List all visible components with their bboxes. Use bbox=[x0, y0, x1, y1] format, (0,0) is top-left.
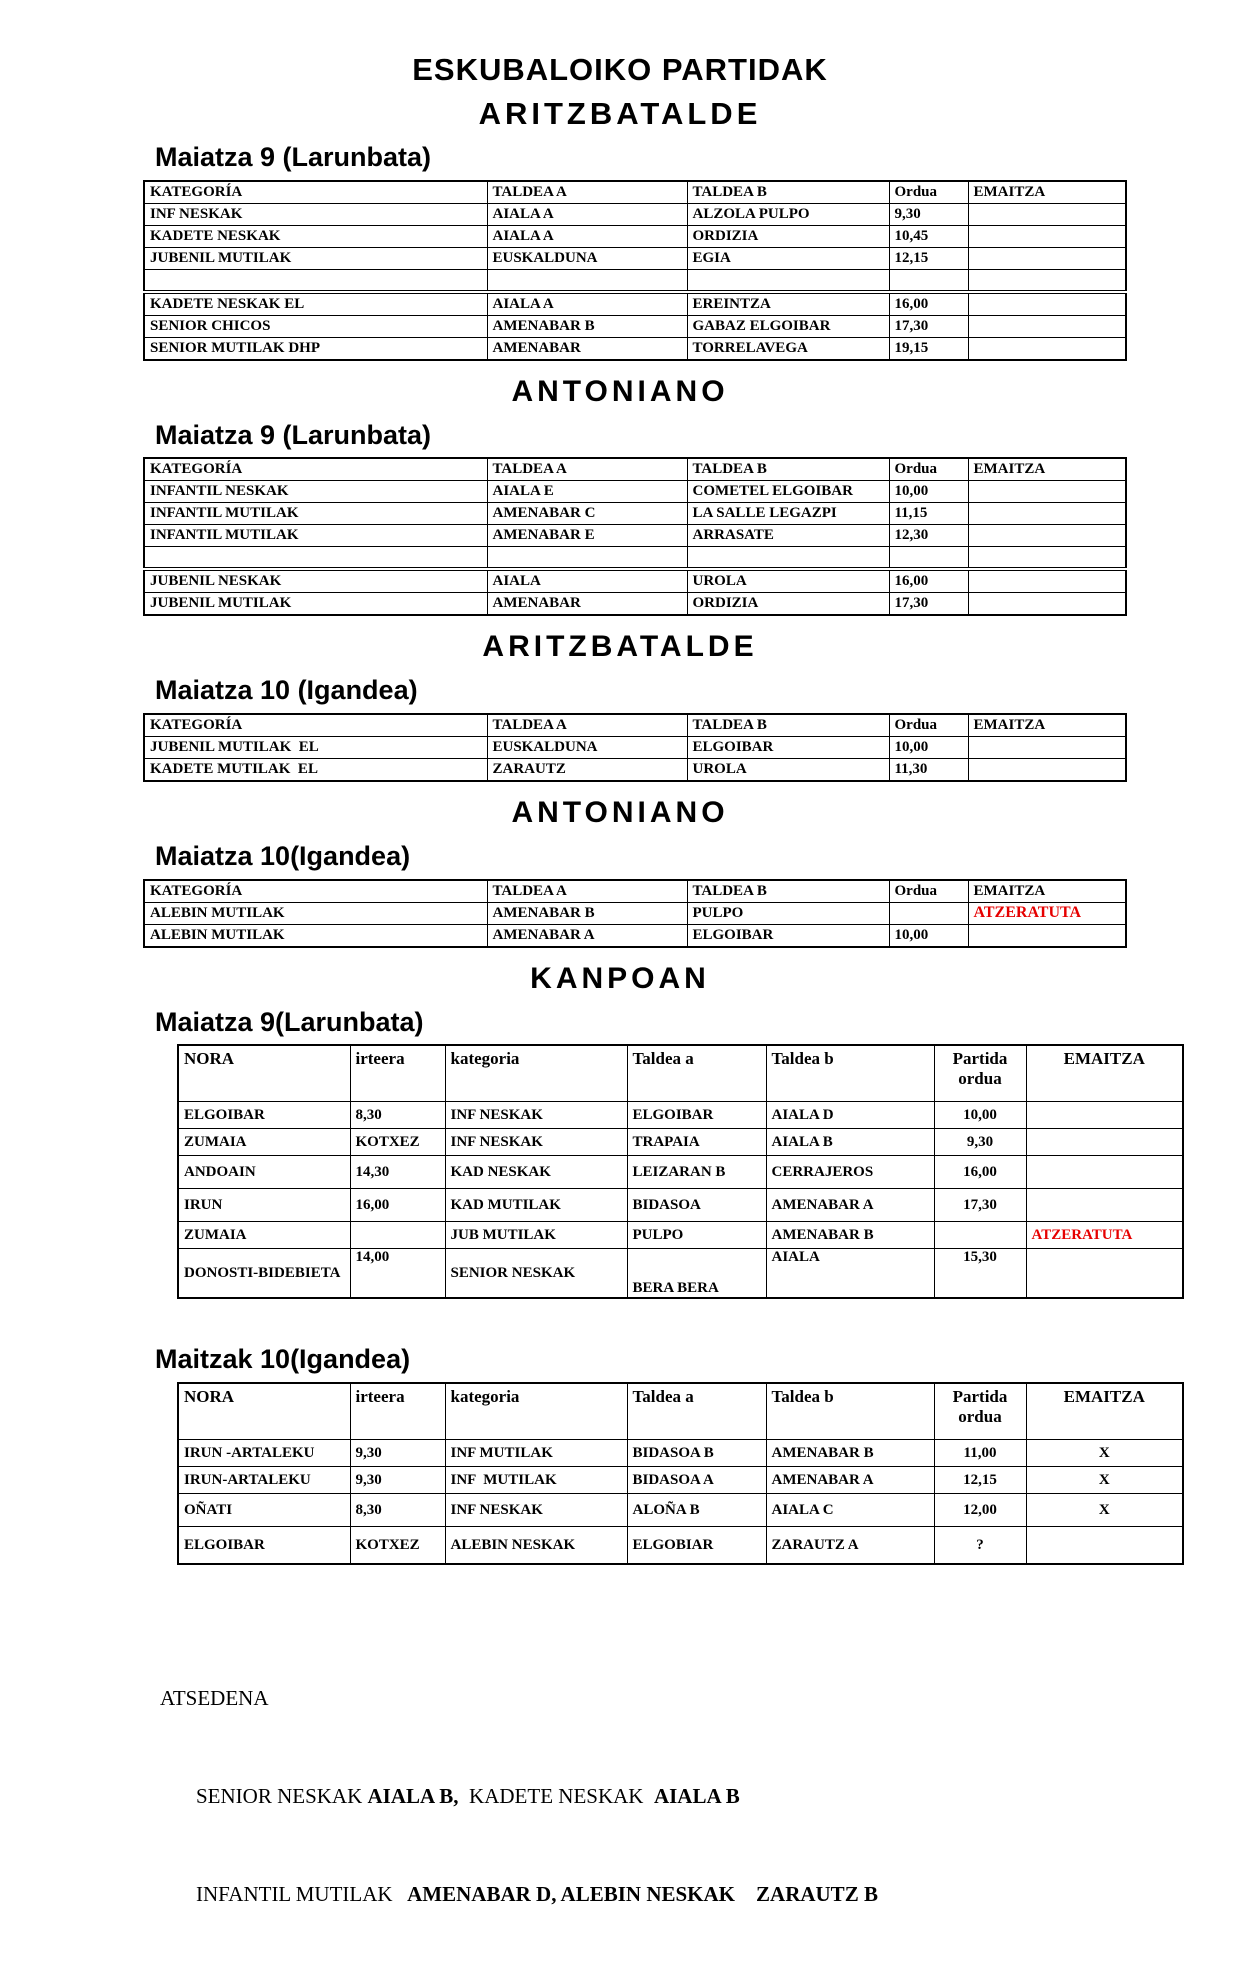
col-header-taldea-a: Taldea a bbox=[627, 1045, 766, 1102]
venue-heading-antoniano-1: ANTONIANO bbox=[511, 374, 729, 408]
table-row bbox=[178, 1440, 1183, 1467]
table-header-row bbox=[144, 880, 1126, 903]
cell-partida-ordua: 11,00 bbox=[934, 1440, 1026, 1467]
cell-nora: DONOSTI-BIDEBIETA bbox=[178, 1249, 350, 1299]
cell-taldea-b: UROLA bbox=[687, 759, 889, 782]
cell-taldea-b: CERRAJEROS bbox=[766, 1156, 934, 1189]
table-header-row bbox=[178, 1383, 1183, 1440]
cell-partida-ordua: 10,00 bbox=[934, 1102, 1026, 1129]
col-header-kategoria: KATEGORÍA bbox=[144, 181, 487, 204]
cell-taldea-a: AIALA E bbox=[487, 481, 687, 503]
cell-ordua: 12,15 bbox=[889, 247, 968, 269]
cell-kategoria: JUBENIL MUTILAK bbox=[144, 593, 487, 616]
cell-partida-ordua: 17,30 bbox=[934, 1189, 1026, 1222]
cell-ordua: 9,30 bbox=[889, 203, 968, 225]
cell-emaitza bbox=[968, 525, 1126, 547]
cell-taldea-a: BIDASOA bbox=[627, 1189, 766, 1222]
table-row bbox=[144, 593, 1126, 616]
cell-emaitza-played: X bbox=[1026, 1440, 1183, 1467]
cell-taldea-b: AMENABAR B bbox=[766, 1222, 934, 1249]
date-heading-aritzbatalde-may10: Maiatza 10 (Igandea) bbox=[155, 675, 418, 706]
venue-heading-antoniano-2: ANTONIANO bbox=[511, 796, 729, 830]
col-header-taldea-a: TALDEA A bbox=[487, 458, 687, 481]
cell-taldea-a: ELGOIBAR bbox=[627, 1102, 766, 1129]
col-header-kategoria: kategoria bbox=[445, 1383, 627, 1440]
rest-note-team: AIALA B, bbox=[367, 1783, 459, 1808]
cell-emaitza bbox=[1026, 1129, 1183, 1156]
date-heading-antoniano-may9: Maiatza 9 (Larunbata) bbox=[155, 419, 432, 450]
table-row bbox=[178, 1156, 1183, 1189]
col-header-taldea-b: Taldea b bbox=[766, 1045, 934, 1102]
cell-taldea-b: AMENABAR A bbox=[766, 1467, 934, 1494]
cell-ordua bbox=[889, 547, 968, 570]
table-aritzbatalde-maiatza10 bbox=[143, 713, 1127, 782]
cell-kategoria: ALEBIN MUTILAK bbox=[144, 902, 487, 924]
cell-irteera: KOTXEZ bbox=[350, 1129, 445, 1156]
cell-partida-ordua-unknown: ? bbox=[934, 1527, 1026, 1565]
rest-note-team: AMENABAR D, ALEBIN NESKAK ZARAUTZ B bbox=[392, 1881, 878, 1906]
cell-taldea-b: ZARAUTZ A bbox=[766, 1527, 934, 1565]
cell-taldea-a: BERA BERA bbox=[627, 1249, 766, 1299]
table-kanpoan-maiatza10 bbox=[177, 1382, 1184, 1565]
cell-ordua: 11,30 bbox=[889, 759, 968, 782]
cell-ordua: 17,30 bbox=[889, 315, 968, 337]
col-header-emaitza: EMAITZA bbox=[968, 181, 1126, 204]
cell-ordua: 10,00 bbox=[889, 737, 968, 759]
cell-irteera: 8,30 bbox=[350, 1102, 445, 1129]
table-row-empty bbox=[144, 547, 1126, 570]
cell-irteera: 14,30 bbox=[350, 1156, 445, 1189]
col-header-emaitza: EMAITZA bbox=[968, 714, 1126, 737]
cell-ordua: 10,00 bbox=[889, 924, 968, 947]
cell-irteera: 8,30 bbox=[350, 1494, 445, 1527]
table-row bbox=[144, 481, 1126, 503]
cell-kategoria: KAD MUTILAK bbox=[445, 1189, 627, 1222]
cell-kategoria: KAD NESKAK bbox=[445, 1156, 627, 1189]
cell-taldea-b: AMENABAR A bbox=[766, 1189, 934, 1222]
cell-taldea-a bbox=[487, 547, 687, 570]
cell-taldea-a: AIALA A bbox=[487, 292, 687, 316]
cell-taldea-b: AMENABAR B bbox=[766, 1440, 934, 1467]
cell-irteera bbox=[350, 1222, 445, 1249]
cell-kategoria bbox=[144, 547, 487, 570]
table-row bbox=[178, 1222, 1183, 1249]
cell-emaitza bbox=[968, 315, 1126, 337]
cell-taldea-a: BIDASOA B bbox=[627, 1440, 766, 1467]
cell-taldea-b: ORDIZIA bbox=[687, 225, 889, 247]
col-header-nora: NORA bbox=[178, 1045, 350, 1102]
table-row bbox=[178, 1129, 1183, 1156]
cell-taldea-b: LA SALLE LEGAZPI bbox=[687, 503, 889, 525]
table-header-row bbox=[144, 458, 1126, 481]
cell-taldea-b: EGIA bbox=[687, 247, 889, 269]
cell-taldea-b: GABAZ ELGOIBAR bbox=[687, 315, 889, 337]
cell-taldea-b: ALZOLA PULPO bbox=[687, 203, 889, 225]
cell-emaitza-postponed: ATZERATUTA bbox=[1026, 1222, 1183, 1249]
cell-emaitza bbox=[968, 481, 1126, 503]
cell-ordua bbox=[889, 902, 968, 924]
cell-emaitza bbox=[968, 269, 1126, 292]
col-header-ordua: Ordua bbox=[889, 880, 968, 903]
table-row bbox=[178, 1467, 1183, 1494]
cell-taldea-a: AMENABAR C bbox=[487, 503, 687, 525]
cell-taldea-a: LEIZARAN B bbox=[627, 1156, 766, 1189]
cell-emaitza bbox=[1026, 1249, 1183, 1299]
table-row bbox=[178, 1102, 1183, 1129]
cell-taldea-b: COMETEL ELGOIBAR bbox=[687, 481, 889, 503]
table-row-empty bbox=[144, 269, 1126, 292]
cell-taldea-a: AIALA bbox=[487, 569, 687, 593]
cell-taldea-a bbox=[487, 269, 687, 292]
venue-heading-aritzbatalde-1: ARITZBATALDE bbox=[478, 96, 762, 131]
cell-partida-ordua: 12,15 bbox=[934, 1467, 1026, 1494]
cell-taldea-a: BIDASOA A bbox=[627, 1467, 766, 1494]
cell-taldea-a: ZARAUTZ bbox=[487, 759, 687, 782]
cell-emaitza-postponed: ATZERATUTA bbox=[968, 902, 1126, 924]
cell-nora: ZUMAIA bbox=[178, 1222, 350, 1249]
cell-partida-ordua: 15,30 bbox=[934, 1249, 1026, 1299]
rest-note-text: KADETE NESKAK bbox=[458, 1783, 654, 1808]
col-header-taldea-a: TALDEA A bbox=[487, 880, 687, 903]
table-row bbox=[144, 924, 1126, 947]
cell-taldea-b: EREINTZA bbox=[687, 292, 889, 316]
table-antoniano-maiatza9 bbox=[143, 457, 1127, 616]
cell-emaitza-played: X bbox=[1026, 1467, 1183, 1494]
table-row bbox=[144, 292, 1126, 316]
date-heading-kanpoan-may10: Maitzak 10(Igandea) bbox=[155, 1344, 411, 1375]
cell-irteera: 9,30 bbox=[350, 1440, 445, 1467]
col-header-kategoria: KATEGORÍA bbox=[144, 714, 487, 737]
cell-taldea-b: TORRELAVEGA bbox=[687, 337, 889, 360]
col-header-irteera: irteera bbox=[350, 1045, 445, 1102]
cell-ordua: 16,00 bbox=[889, 569, 968, 593]
rest-note-text: INFANTIL MUTILAK bbox=[196, 1881, 393, 1906]
table-row bbox=[144, 203, 1126, 225]
cell-kategoria: ALEBIN NESKAK bbox=[445, 1527, 627, 1565]
cell-kategoria: ALEBIN MUTILAK bbox=[144, 924, 487, 947]
col-header-ordua: Ordua bbox=[889, 714, 968, 737]
table-row bbox=[178, 1189, 1183, 1222]
cell-taldea-b bbox=[687, 547, 889, 570]
cell-nora: ZUMAIA bbox=[178, 1129, 350, 1156]
cell-taldea-b: ORDIZIA bbox=[687, 593, 889, 616]
table-row bbox=[178, 1494, 1183, 1527]
col-header-irteera: irteera bbox=[350, 1383, 445, 1440]
cell-emaitza bbox=[968, 225, 1126, 247]
date-heading-aritzbatalde-may9: Maiatza 9 (Larunbata) bbox=[155, 142, 432, 172]
cell-nora: ANDOAIN bbox=[178, 1156, 350, 1189]
table-row bbox=[144, 737, 1126, 759]
table-row bbox=[144, 315, 1126, 337]
table-row bbox=[144, 337, 1126, 360]
cell-irteera: KOTXEZ bbox=[350, 1527, 445, 1565]
table-antoniano-maiatza10 bbox=[143, 879, 1127, 948]
col-header-taldea-b: TALDEA B bbox=[687, 458, 889, 481]
cell-emaitza bbox=[1026, 1156, 1183, 1189]
table-row bbox=[144, 225, 1126, 247]
cell-emaitza bbox=[968, 737, 1126, 759]
col-header-emaitza: EMAITZA bbox=[968, 880, 1126, 903]
cell-taldea-b: UROLA bbox=[687, 569, 889, 593]
cell-kategoria: INF MUTILAK bbox=[445, 1440, 627, 1467]
col-header-kategoria: KATEGORÍA bbox=[144, 458, 487, 481]
col-header-taldea-a: TALDEA A bbox=[487, 181, 687, 204]
cell-nora: IRUN -ARTALEKU bbox=[178, 1440, 350, 1467]
rest-note-line-1 bbox=[160, 1780, 1240, 1813]
cell-kategoria: SENIOR CHICOS bbox=[144, 315, 487, 337]
cell-emaitza bbox=[968, 547, 1126, 570]
cell-emaitza bbox=[968, 503, 1126, 525]
cell-ordua: 19,15 bbox=[889, 337, 968, 360]
cell-kategoria: JUBENIL MUTILAK bbox=[144, 247, 487, 269]
cell-partida-ordua: 9,30 bbox=[934, 1129, 1026, 1156]
table-row bbox=[144, 247, 1126, 269]
cell-kategoria: KADETE NESKAK bbox=[144, 225, 487, 247]
cell-taldea-a: AMENABAR B bbox=[487, 315, 687, 337]
table-aritzbatalde-maiatza9 bbox=[143, 180, 1127, 361]
cell-emaitza bbox=[968, 924, 1126, 947]
table-header-row bbox=[144, 181, 1126, 204]
cell-taldea-a: AMENABAR A bbox=[487, 924, 687, 947]
cell-kategoria: INFANTIL MUTILAK bbox=[144, 503, 487, 525]
cell-ordua: 11,15 bbox=[889, 503, 968, 525]
cell-kategoria: JUBENIL NESKAK bbox=[144, 569, 487, 593]
rest-note-line-2 bbox=[160, 1878, 1240, 1911]
cell-nora: IRUN-ARTALEKU bbox=[178, 1467, 350, 1494]
table-header-row bbox=[144, 714, 1126, 737]
cell-kategoria: KADETE NESKAK EL bbox=[144, 292, 487, 316]
cell-taldea-a: TRAPAIA bbox=[627, 1129, 766, 1156]
page-title: ESKUBALOIKO PARTIDAK bbox=[412, 52, 828, 87]
cell-kategoria: INF MUTILAK bbox=[445, 1467, 627, 1494]
table-row bbox=[178, 1249, 1183, 1299]
cell-emaitza bbox=[968, 759, 1126, 782]
cell-ordua: 10,45 bbox=[889, 225, 968, 247]
cell-kategoria: INF NESKAK bbox=[445, 1102, 627, 1129]
col-header-emaitza: EMAITZA bbox=[1026, 1045, 1183, 1102]
cell-taldea-a: AMENABAR E bbox=[487, 525, 687, 547]
rest-note bbox=[160, 1617, 1240, 1975]
cell-emaitza bbox=[968, 203, 1126, 225]
col-header-ordua: Ordua bbox=[889, 458, 968, 481]
col-header-taldea-b: TALDEA B bbox=[687, 880, 889, 903]
date-heading-antoniano-may10: Maiatza 10(Igandea) bbox=[155, 841, 411, 872]
col-header-kategoria: kategoria bbox=[445, 1045, 627, 1102]
cell-emaitza bbox=[968, 593, 1126, 616]
cell-ordua: 17,30 bbox=[889, 593, 968, 616]
cell-nora: ELGOIBAR bbox=[178, 1102, 350, 1129]
col-header-taldea-b: TALDEA B bbox=[687, 714, 889, 737]
cell-taldea-b: AIALA bbox=[766, 1249, 934, 1299]
col-header-kategoria: KATEGORÍA bbox=[144, 880, 487, 903]
cell-kategoria: INF NESKAK bbox=[445, 1494, 627, 1527]
cell-emaitza bbox=[1026, 1102, 1183, 1129]
cell-ordua bbox=[889, 269, 968, 292]
col-header-ordua: Ordua bbox=[889, 181, 968, 204]
table-row bbox=[144, 902, 1126, 924]
table-row bbox=[178, 1527, 1183, 1565]
col-header-emaitza: EMAITZA bbox=[968, 458, 1126, 481]
col-header-taldea-a: TALDEA A bbox=[487, 714, 687, 737]
cell-emaitza bbox=[968, 569, 1126, 593]
table-kanpoan-maiatza9 bbox=[177, 1044, 1184, 1299]
cell-kategoria: INFANTIL NESKAK bbox=[144, 481, 487, 503]
venue-heading-kanpoan: KANPOAN bbox=[530, 961, 710, 995]
cell-taldea-b: ELGOIBAR bbox=[687, 924, 889, 947]
cell-partida-ordua: 12,00 bbox=[934, 1494, 1026, 1527]
col-header-taldea-a: Taldea a bbox=[627, 1383, 766, 1440]
cell-taldea-a: AMENABAR bbox=[487, 337, 687, 360]
cell-taldea-b bbox=[687, 269, 889, 292]
col-header-partida-ordua: Partida ordua bbox=[934, 1383, 1026, 1440]
col-header-taldea-b: TALDEA B bbox=[687, 181, 889, 204]
cell-irteera: 9,30 bbox=[350, 1467, 445, 1494]
cell-irteera: 16,00 bbox=[350, 1189, 445, 1222]
cell-nora: OÑATI bbox=[178, 1494, 350, 1527]
cell-kategoria: INF NESKAK bbox=[445, 1129, 627, 1156]
cell-taldea-b: AIALA C bbox=[766, 1494, 934, 1527]
table-row bbox=[144, 525, 1126, 547]
table-header-row bbox=[178, 1045, 1183, 1102]
cell-ordua: 12,30 bbox=[889, 525, 968, 547]
cell-taldea-a: AIALA A bbox=[487, 225, 687, 247]
cell-taldea-b: ARRASATE bbox=[687, 525, 889, 547]
rest-note-title: ATSEDENA bbox=[160, 1686, 269, 1711]
cell-partida-ordua bbox=[934, 1222, 1026, 1249]
cell-kategoria: INFANTIL MUTILAK bbox=[144, 525, 487, 547]
cell-taldea-a: AIALA A bbox=[487, 203, 687, 225]
cell-kategoria: KADETE MUTILAK EL bbox=[144, 759, 487, 782]
cell-kategoria: SENIOR NESKAK bbox=[445, 1249, 627, 1299]
cell-emaitza bbox=[968, 247, 1126, 269]
cell-emaitza bbox=[1026, 1189, 1183, 1222]
col-header-partida-ordua: Partida ordua bbox=[934, 1045, 1026, 1102]
cell-taldea-a: AMENABAR B bbox=[487, 902, 687, 924]
cell-nora: IRUN bbox=[178, 1189, 350, 1222]
rest-note-team: AIALA B bbox=[653, 1783, 740, 1808]
cell-taldea-a: PULPO bbox=[627, 1222, 766, 1249]
cell-emaitza bbox=[1026, 1527, 1183, 1565]
cell-kategoria: JUB MUTILAK bbox=[445, 1222, 627, 1249]
table-row bbox=[144, 503, 1126, 525]
cell-emaitza bbox=[968, 292, 1126, 316]
col-header-emaitza: EMAITZA bbox=[1026, 1383, 1183, 1440]
cell-taldea-a: ELGOBIAR bbox=[627, 1527, 766, 1565]
cell-taldea-a: AMENABAR bbox=[487, 593, 687, 616]
cell-irteera: 14,00 bbox=[350, 1249, 445, 1299]
cell-kategoria bbox=[144, 269, 487, 292]
cell-partida-ordua: 16,00 bbox=[934, 1156, 1026, 1189]
cell-taldea-b: PULPO bbox=[687, 902, 889, 924]
col-header-nora: NORA bbox=[178, 1383, 350, 1440]
cell-nora: ELGOIBAR bbox=[178, 1527, 350, 1565]
cell-taldea-a: EUSKALDUNA bbox=[487, 737, 687, 759]
cell-ordua: 16,00 bbox=[889, 292, 968, 316]
date-heading-kanpoan-may9: Maiatza 9(Larunbata) bbox=[155, 1006, 424, 1037]
cell-emaitza-played: X bbox=[1026, 1494, 1183, 1527]
cell-kategoria: JUBENIL MUTILAK EL bbox=[144, 737, 487, 759]
cell-ordua: 10,00 bbox=[889, 481, 968, 503]
table-row bbox=[144, 759, 1126, 782]
table-row bbox=[144, 569, 1126, 593]
cell-taldea-b: AIALA B bbox=[766, 1129, 934, 1156]
cell-taldea-a: EUSKALDUNA bbox=[487, 247, 687, 269]
cell-taldea-b: ELGOIBAR bbox=[687, 737, 889, 759]
venue-heading-aritzbatalde-2: ARITZBATALDE bbox=[482, 630, 758, 664]
rest-note-text: SENIOR NESKAK bbox=[196, 1783, 368, 1808]
col-header-taldea-b: Taldea b bbox=[766, 1383, 934, 1440]
cell-taldea-b: AIALA D bbox=[766, 1102, 934, 1129]
cell-kategoria: SENIOR MUTILAK DHP bbox=[144, 337, 487, 360]
cell-taldea-a: ALOÑA B bbox=[627, 1494, 766, 1527]
cell-kategoria: INF NESKAK bbox=[144, 203, 487, 225]
cell-emaitza bbox=[968, 337, 1126, 360]
